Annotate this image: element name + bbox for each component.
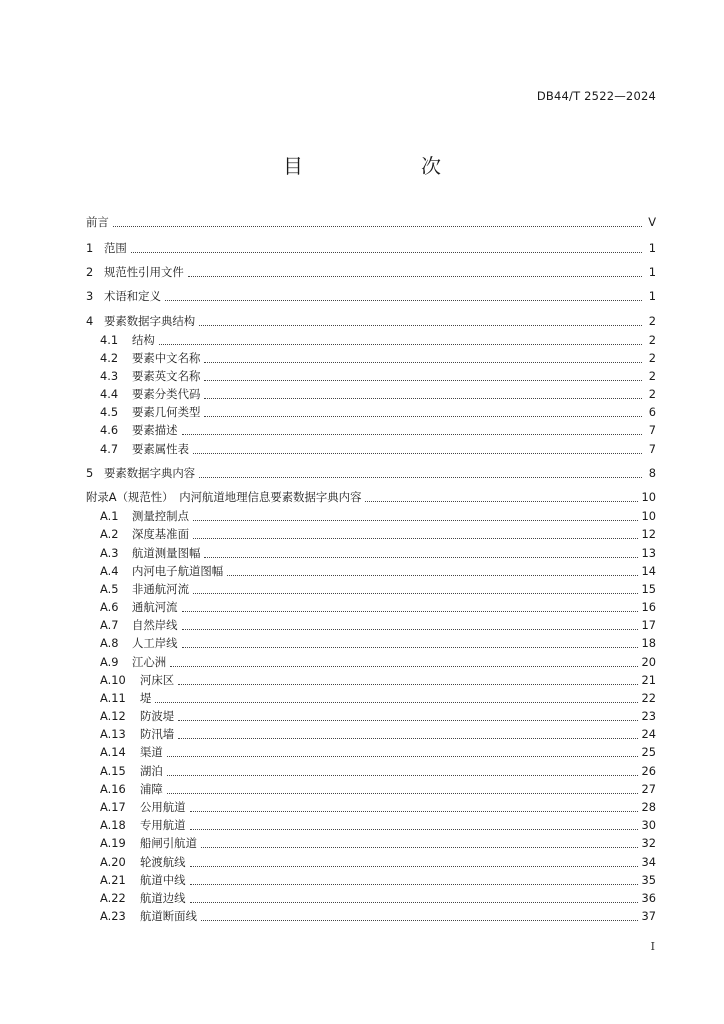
toc-entry[interactable] — [100, 854, 656, 870]
toc-entry-page: 25 — [641, 745, 656, 759]
toc-entry[interactable] — [100, 890, 656, 906]
toc-entry-title: 要素数据字典结构 — [104, 314, 196, 328]
toc-entry-page: 7 — [648, 423, 656, 437]
toc-leader-dots — [178, 738, 637, 739]
toc-entry[interactable] — [100, 726, 656, 742]
toc-entry-title: 自然岸线 — [132, 618, 178, 632]
toc-entry[interactable] — [86, 489, 656, 505]
toc-entry-number: A.4 — [100, 564, 119, 578]
toc-entry-title: 规范性引用文件 — [104, 265, 184, 279]
toc-entry-page: 13 — [641, 546, 656, 560]
toc-entry-title: 船闸引航道 — [140, 836, 197, 850]
toc-entry-title: 要素分类代码 — [132, 387, 201, 401]
toc-entry-number: A.13 — [100, 727, 126, 741]
toc-entry-number: 1 — [86, 241, 94, 255]
toc-entry-page: 21 — [641, 673, 656, 687]
toc-entry-page: 12 — [641, 527, 656, 541]
toc-leader-dots — [182, 434, 642, 435]
toc-entry-page: 18 — [641, 636, 656, 650]
toc-entry-number: 5 — [86, 466, 94, 480]
toc-leader-dots — [188, 276, 642, 277]
toc-leader-dots — [190, 829, 638, 830]
toc-entry[interactable] — [100, 441, 656, 457]
toc-leader-dots — [178, 720, 637, 721]
toc-entry-number: A.11 — [100, 691, 126, 705]
toc-leader-dots — [193, 453, 642, 454]
toc-entry-number: 4.4 — [100, 387, 119, 401]
toc-entry-title: 人工岸线 — [132, 636, 178, 650]
toc-entry[interactable] — [100, 563, 656, 579]
toc-entry-title: 测量控制点 — [132, 509, 189, 523]
toc-entry-page: 8 — [648, 466, 656, 480]
toc-leader-dots — [178, 684, 637, 685]
toc-entry-number: A.14 — [100, 745, 126, 759]
toc-leader-dots — [155, 702, 637, 703]
toc-leader-dots — [190, 811, 638, 812]
toc-leader-dots — [170, 666, 637, 667]
toc-entry-number: A.10 — [100, 673, 126, 687]
toc-entry-number: A.6 — [100, 600, 119, 614]
toc-entry-number: A.16 — [100, 782, 126, 796]
toc-leader-dots — [167, 756, 638, 757]
toc-entry-title: 公用航道 — [140, 800, 186, 814]
toc-entry[interactable] — [100, 545, 656, 561]
toc-leader-dots — [199, 325, 642, 326]
toc-leader-dots — [113, 226, 642, 227]
toc-entry-page: 6 — [648, 405, 656, 419]
toc-leader-dots — [204, 398, 642, 399]
toc-entry-number: A.22 — [100, 891, 126, 905]
toc-entry[interactable] — [86, 288, 656, 304]
toc-leader-dots — [204, 557, 637, 558]
toc-leader-dots — [182, 629, 638, 630]
toc-leader-dots — [204, 362, 642, 363]
toc-entry-page: 23 — [641, 709, 656, 723]
toc-entry[interactable] — [100, 617, 656, 633]
toc-leader-dots — [190, 866, 638, 867]
toc-entry-number: 4.2 — [100, 351, 119, 365]
toc-entry[interactable] — [100, 781, 656, 797]
toc-entry-page: 34 — [641, 855, 656, 869]
toc-entry[interactable] — [100, 872, 656, 888]
toc-entry-page: 32 — [641, 836, 656, 850]
toc-entry-page: 2 — [648, 351, 656, 365]
toc-leader-dots — [131, 252, 642, 253]
toc-entry-title: 航道断面线 — [140, 909, 197, 923]
toc-entry[interactable] — [100, 350, 656, 366]
toc-entry-number: 2 — [86, 265, 94, 279]
toc-title: 目 次 — [283, 154, 467, 178]
toc-entry-title: 要素数据字典内容 — [104, 466, 196, 480]
toc-entry[interactable] — [100, 508, 656, 524]
toc-entry[interactable] — [100, 404, 656, 420]
toc-entry[interactable] — [100, 526, 656, 542]
toc-entry-number: A.19 — [100, 836, 126, 850]
toc-entry-title: 非通航河流 — [132, 582, 189, 596]
toc-entry-title: 轮渡航线 — [140, 855, 186, 869]
toc-entry-title: 内河电子航道图幅 — [132, 564, 224, 578]
toc-entry-page: 30 — [641, 818, 656, 832]
toc-entry[interactable] — [86, 465, 656, 481]
toc-leader-dots — [193, 538, 638, 539]
toc-entry-number: A.9 — [100, 655, 119, 669]
toc-leader-dots — [159, 344, 642, 345]
toc-entry[interactable] — [100, 635, 656, 651]
toc-entry-title: 专用航道 — [140, 818, 186, 832]
toc-entry-title: 通航河流 — [132, 600, 178, 614]
toc-entry-page: 22 — [641, 691, 656, 705]
toc-entry-number: 4.1 — [100, 333, 119, 347]
toc-entry-number: A.7 — [100, 618, 119, 632]
toc-entry[interactable] — [100, 690, 656, 706]
toc-leader-dots — [182, 611, 638, 612]
toc-leader-dots — [190, 902, 638, 903]
toc-entry[interactable] — [100, 599, 656, 615]
toc-leader-dots — [227, 575, 637, 576]
toc-entry-title: 防汛墙 — [140, 727, 175, 741]
toc-leader-dots — [190, 884, 638, 885]
toc-leader-dots — [201, 920, 638, 921]
toc-leader-dots — [201, 847, 638, 848]
toc-entry-title: 航道测量图幅 — [132, 546, 201, 560]
toc-entry[interactable] — [100, 744, 656, 760]
toc-entry-page: 15 — [641, 582, 656, 596]
toc-entry-title: 要素属性表 — [132, 442, 189, 456]
toc-entry-title: 河床区 — [140, 673, 175, 687]
toc-entry-page: 36 — [641, 891, 656, 905]
toc-entry-page: 1 — [648, 289, 656, 303]
toc-entry-page: 35 — [641, 873, 656, 887]
toc-leader-dots — [199, 477, 642, 478]
toc-entry-number: 4.5 — [100, 405, 119, 419]
toc-entry-title: 浦障 — [140, 782, 163, 796]
toc-entry[interactable] — [100, 581, 656, 597]
toc-entry-page: 2 — [648, 314, 656, 328]
toc-entry-title: 要素几何类型 — [132, 405, 201, 419]
toc-entry[interactable] — [86, 264, 656, 280]
toc-entry-number: 4.6 — [100, 423, 119, 437]
toc-entry-title: 深度基准面 — [132, 527, 189, 541]
standard-code: DB44/T 2522—2024 — [536, 89, 656, 103]
toc-entry-page: 10 — [641, 509, 656, 523]
toc-entry-number: 4.7 — [100, 442, 119, 456]
toc-entry-title: 湖泊 — [140, 764, 163, 778]
toc-leader-dots — [193, 520, 638, 521]
toc-entry-page: 2 — [648, 333, 656, 347]
toc-entry-page: 37 — [641, 909, 656, 923]
toc-entry-title: 防波堤 — [140, 709, 175, 723]
toc-entry-number: A.21 — [100, 873, 126, 887]
toc-leader-dots — [204, 380, 642, 381]
toc-entry-page: 27 — [641, 782, 656, 796]
toc-entry-title: 结构 — [132, 333, 155, 347]
toc-entry[interactable] — [100, 908, 656, 924]
toc-entry[interactable] — [86, 313, 656, 329]
toc-entry-page: 14 — [641, 564, 656, 578]
toc-entry-title: 前言 — [86, 215, 109, 229]
toc-leader-dots — [182, 647, 638, 648]
toc-entry-page: V — [648, 215, 656, 229]
toc-entry[interactable] — [100, 386, 656, 402]
toc-entry[interactable] — [100, 763, 656, 779]
page-number: I — [650, 940, 655, 953]
toc-entry-number: A.18 — [100, 818, 126, 832]
toc-leader-dots — [167, 775, 638, 776]
toc-entry-page: 17 — [641, 618, 656, 632]
toc-leader-dots — [165, 300, 642, 301]
toc-entry-number: A.5 — [100, 582, 119, 596]
toc-entry-number: A.23 — [100, 909, 126, 923]
toc-entry[interactable] — [100, 654, 656, 670]
toc-entry-page: 24 — [641, 727, 656, 741]
toc-entry-number: A.1 — [100, 509, 119, 523]
toc-leader-dots — [193, 593, 638, 594]
toc-entry-page: 1 — [648, 241, 656, 255]
toc-entry[interactable] — [100, 799, 656, 815]
toc-entry-title: 航道边线 — [140, 891, 186, 905]
toc-entry-number: 4.3 — [100, 369, 119, 383]
toc-entry-number: A.2 — [100, 527, 119, 541]
toc-entry-page: 20 — [641, 655, 656, 669]
toc-entry-title: 江心洲 — [132, 655, 167, 669]
toc-entry-title: 渠道 — [140, 745, 163, 759]
toc-entry[interactable] — [86, 240, 656, 256]
toc-leader-dots — [204, 416, 642, 417]
toc-entry[interactable] — [100, 368, 656, 384]
toc-entry[interactable] — [100, 708, 656, 724]
toc-entry-title: 要素英文名称 — [132, 369, 201, 383]
toc-entry[interactable] — [100, 672, 656, 688]
toc-entry-title: 附录A（规范性） 内河航道地理信息要素数据字典内容 — [86, 490, 362, 504]
toc-leader-dots — [167, 793, 638, 794]
toc-entry[interactable] — [100, 422, 656, 438]
toc-entry-page: 28 — [641, 800, 656, 814]
toc-entry-page: 7 — [648, 442, 656, 456]
toc-entry-page: 1 — [648, 265, 656, 279]
toc-entry-number: A.20 — [100, 855, 126, 869]
toc-entry-title: 要素中文名称 — [132, 351, 201, 365]
toc-entry[interactable] — [100, 332, 656, 348]
toc-entry-title: 航道中线 — [140, 873, 186, 887]
toc-entry-number: A.15 — [100, 764, 126, 778]
toc-entry-number: 3 — [86, 289, 94, 303]
toc-entry-title: 堤 — [140, 691, 152, 705]
toc-entry[interactable] — [100, 817, 656, 833]
toc-entry-title: 术语和定义 — [104, 289, 161, 303]
toc-entry-number: A.8 — [100, 636, 119, 650]
toc-leader-dots — [365, 501, 637, 502]
toc-entry-page: 10 — [641, 490, 656, 504]
toc-entry-number: 4 — [86, 314, 94, 328]
toc-entry-page: 26 — [641, 764, 656, 778]
toc-entry[interactable] — [100, 835, 656, 851]
toc-entry-number: A.3 — [100, 546, 119, 560]
toc-entry[interactable] — [86, 214, 656, 230]
toc-entry-page: 16 — [641, 600, 656, 614]
toc-entry-page: 2 — [648, 369, 656, 383]
toc-entry-page: 2 — [648, 387, 656, 401]
toc-entry-number: A.17 — [100, 800, 126, 814]
toc-entry-number: A.12 — [100, 709, 126, 723]
toc-entry-title: 要素描述 — [132, 423, 178, 437]
toc-entry-title: 范围 — [104, 241, 127, 255]
